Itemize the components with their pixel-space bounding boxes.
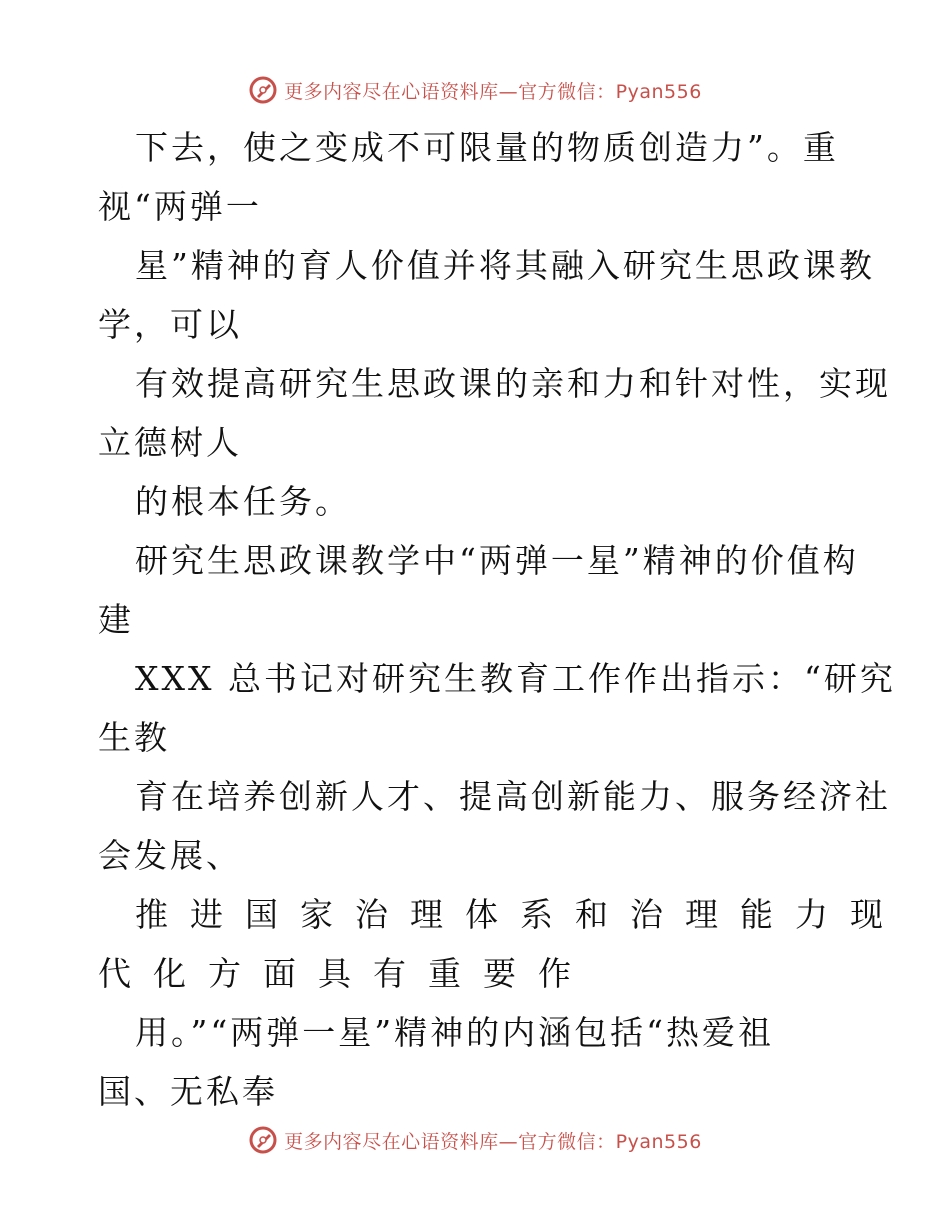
footer-banner — [0, 1120, 950, 1160]
section-heading-line: 研究生思政课教学中“两弹一星”精神的价值构 — [135, 541, 859, 580]
text-line: 下去，使之变成不可限量的物质创造力”。重 — [135, 128, 839, 167]
text-line: 有效提高研究生思政课的亲和力和针对性，实现 — [135, 364, 891, 403]
quill-logo-icon — [248, 75, 278, 105]
text-line: 生教 — [98, 718, 170, 757]
text-line: 代化方面具有重要作 — [98, 954, 593, 993]
text-line: 星”精神的育人价值并将其融入研究生思政课教 — [135, 246, 875, 285]
text-line: 用。”“两弹一星”精神的内涵包括“热爱祖 — [135, 1013, 774, 1052]
text-line: 视“两弹一 — [98, 187, 262, 226]
header-banner — [0, 70, 950, 110]
footer-banner-text: 更多内容尽在心语资料库—官方微信：Pyan556 — [284, 1130, 702, 1153]
header-banner-text: 更多内容尽在心语资料库—官方微信：Pyan556 — [284, 80, 702, 103]
text-line: XXX 总书记对研究生教育工作作出指示：“研究 — [135, 659, 896, 698]
text-line: 学，可以 — [98, 305, 242, 344]
quill-logo-icon — [248, 1125, 278, 1155]
text-line: 立德树人 — [98, 423, 242, 462]
section-heading-line: 建 — [98, 600, 134, 639]
document-body — [0, 118, 950, 1121]
text-line: 会发展、 — [98, 836, 242, 875]
text-line: 育在培养创新人才、提高创新能力、服务经济社 — [135, 777, 891, 816]
text-line: 的根本任务。 — [135, 482, 351, 521]
text-line: 推进国家治理体系和治理能力现 — [135, 895, 905, 934]
text-line: 国、无私奉 — [98, 1072, 278, 1111]
